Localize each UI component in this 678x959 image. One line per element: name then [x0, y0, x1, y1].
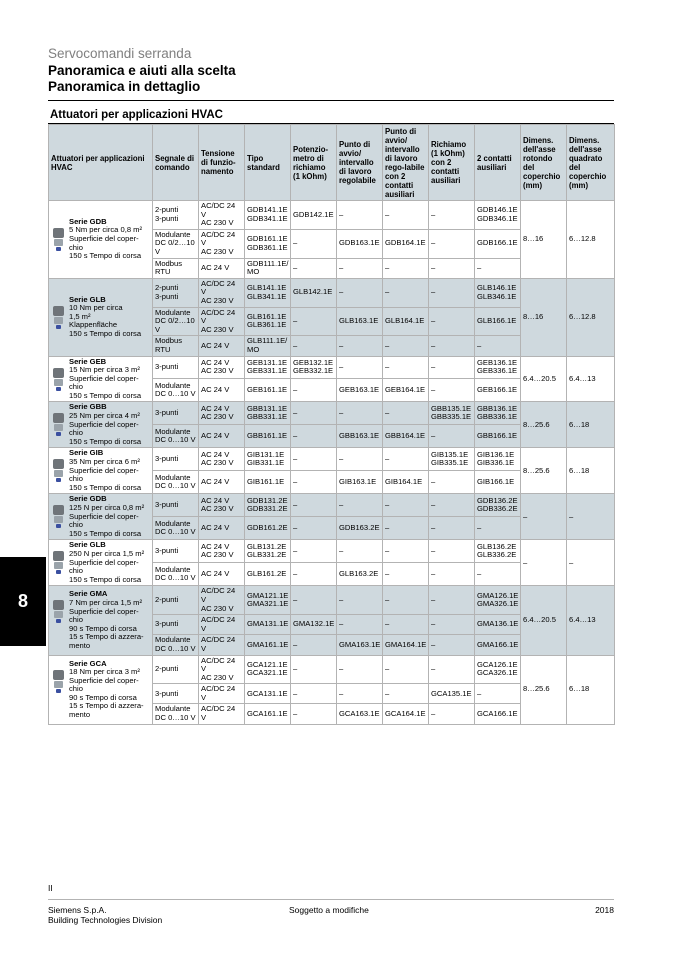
- device-spec-line: Superficie del coper-: [69, 606, 139, 616]
- cell-adj2: GMA164.1E: [383, 635, 429, 655]
- cell-pot: –: [291, 517, 337, 540]
- cell-adj2: –: [383, 586, 429, 615]
- cell-adj: GEB163.1E: [337, 379, 383, 402]
- cell-rich: –: [429, 307, 475, 336]
- cell-voltage: AC 24 V: [199, 471, 245, 494]
- footer-year: 2018: [595, 905, 614, 915]
- cell-aux: GEB166.1E: [475, 379, 521, 402]
- cell-aux: GEB136.1E GEB336.1E: [475, 356, 521, 379]
- cell-adj: GLB163.2E: [337, 563, 383, 586]
- actuator-icon: [51, 541, 66, 574]
- cell-pot: –: [291, 402, 337, 425]
- cell-signal: 3-punti: [153, 540, 199, 563]
- cell-pot: –: [291, 684, 337, 704]
- device-spec-line: Superficie del coper-: [69, 419, 139, 429]
- device-spec-line: 18 Nm per circa 3 m²: [69, 667, 140, 677]
- cell-voltage: AC/DC 24 V AC 230 V: [199, 307, 245, 336]
- column-header: Punto di avvio/ intervallo di lavoro rego-labile con 2 contatti ausiliari: [383, 125, 429, 201]
- cell-voltage: AC 24 V: [199, 517, 245, 540]
- device-spec-line: 25 Nm per circa 4 m²: [69, 411, 140, 421]
- cell-aux: –: [475, 258, 521, 278]
- device-spec-line: chio: [69, 615, 83, 625]
- device-cell: [49, 586, 153, 655]
- cell-voltage: AC 24 V: [199, 563, 245, 586]
- cell-pot: GLB142.1E: [291, 278, 337, 307]
- cell-std: GCA161.1E: [245, 704, 291, 724]
- cell-adj: –: [337, 201, 383, 230]
- cell-round-shaft: –: [521, 494, 567, 540]
- cell-pot: –: [291, 229, 337, 258]
- section-title: Attuatori per applicazioni HVAC: [50, 109, 223, 121]
- cell-aux: –: [475, 517, 521, 540]
- cell-rich: –: [429, 379, 475, 402]
- device-spec-line: chio: [69, 474, 83, 484]
- cell-voltage: AC 24 V: [199, 336, 245, 356]
- cell-signal: Modbus RTU: [153, 336, 199, 356]
- cell-signal: Modulante DC 0…10 V: [153, 425, 199, 448]
- column-header: Tensione di funzio-namento: [199, 125, 245, 201]
- device-spec-line: 7 Nm per circa 1,5 m²: [69, 597, 143, 607]
- cell-signal: 2-punti: [153, 655, 199, 684]
- cell-voltage: AC/DC 24 V AC 230 V: [199, 201, 245, 230]
- device-cell: [49, 356, 153, 402]
- cell-std: GIB161.1E: [245, 471, 291, 494]
- cell-adj: –: [337, 258, 383, 278]
- cell-pot: GEB132.1E GEB332.1E: [291, 356, 337, 379]
- cell-aux: GCA126.1E GCA326.1E: [475, 655, 521, 684]
- cell-square-shaft: 6…18: [567, 448, 615, 494]
- chapter-tab: 8: [0, 557, 46, 646]
- cell-signal: Modulante DC 0/2…10 V: [153, 307, 199, 336]
- cell-aux: GLB136.2E GLB336.2E: [475, 540, 521, 563]
- cell-square-shaft: 6…18: [567, 402, 615, 448]
- device-spec-line: chio: [69, 566, 83, 576]
- cell-voltage: AC/DC 24 V AC 230 V: [199, 586, 245, 615]
- device-cell: [49, 201, 153, 279]
- cell-adj2: –: [383, 258, 429, 278]
- cell-adj: –: [337, 615, 383, 635]
- cell-adj: GDB163.2E: [337, 517, 383, 540]
- device-spec-line: chio: [69, 242, 83, 252]
- footer-page-marker: II: [48, 883, 53, 893]
- cell-rich: –: [429, 258, 475, 278]
- cell-adj: –: [337, 494, 383, 517]
- cell-adj: –: [337, 684, 383, 704]
- cell-round-shaft: 8…25.6: [521, 655, 567, 724]
- cell-adj: GLB163.1E: [337, 307, 383, 336]
- cell-std: GLB131.2E GLB331.2E: [245, 540, 291, 563]
- cell-signal: 2-punti 3-punti: [153, 278, 199, 307]
- cell-square-shaft: 6…18: [567, 655, 615, 724]
- table-row: [49, 448, 615, 471]
- cell-voltage: AC/DC 24 V: [199, 635, 245, 655]
- device-cell: [49, 278, 153, 356]
- column-header: Dimens. dell'asse rotondo del coperchio (mm): [521, 125, 567, 201]
- cell-adj: –: [337, 448, 383, 471]
- column-header: Segnale di comando: [153, 125, 199, 201]
- cell-voltage: AC 24 V: [199, 379, 245, 402]
- device-cell: [49, 448, 153, 494]
- cell-signal: Modbus RTU: [153, 258, 199, 278]
- actuator-icon: [51, 358, 66, 391]
- cell-pot: –: [291, 586, 337, 615]
- device-spec-line: chio: [69, 684, 83, 694]
- cell-rich: –: [429, 517, 475, 540]
- cell-voltage: AC/DC 24 V AC 230 V: [199, 655, 245, 684]
- table-row: [49, 356, 615, 379]
- device-spec-line: chio: [69, 520, 83, 530]
- device-spec-line: 250 N per circa 1,5 m²: [69, 548, 145, 558]
- cell-round-shaft: 8…25.6: [521, 448, 567, 494]
- cell-signal: Modulante DC 0…10 V: [153, 517, 199, 540]
- cell-pot: –: [291, 379, 337, 402]
- cell-signal: 3-punti: [153, 684, 199, 704]
- cell-std: GIB131.1E GIB331.1E: [245, 448, 291, 471]
- cell-adj: –: [337, 336, 383, 356]
- cell-aux: GDB166.1E: [475, 229, 521, 258]
- cell-signal: 3-punti: [153, 448, 199, 471]
- cell-std: GBB161.1E: [245, 425, 291, 448]
- table-row: [49, 540, 615, 563]
- cell-voltage: AC 24 V: [199, 425, 245, 448]
- cell-adj2: –: [383, 684, 429, 704]
- device-spec-line: 150 s Tempo di corsa: [69, 251, 142, 261]
- cell-adj2: GBB164.1E: [383, 425, 429, 448]
- cell-square-shaft: 6…12.8: [567, 278, 615, 356]
- cell-rich: –: [429, 704, 475, 724]
- device-spec-line: 150 s Tempo di corsa: [69, 329, 142, 339]
- cell-aux: GMA136.1E: [475, 615, 521, 635]
- column-header: Tipo standard: [245, 125, 291, 201]
- cell-adj2: –: [383, 448, 429, 471]
- cell-voltage: AC/DC 24 V AC 230 V: [199, 229, 245, 258]
- cell-aux: GMA166.1E: [475, 635, 521, 655]
- cell-signal: Modulante DC 0…10 V: [153, 563, 199, 586]
- cell-adj2: –: [383, 278, 429, 307]
- cell-adj: GCA163.1E: [337, 704, 383, 724]
- cell-square-shaft: 6.4…13: [567, 586, 615, 655]
- cell-adj2: –: [383, 615, 429, 635]
- cell-pot: –: [291, 258, 337, 278]
- actuator-icon: [51, 449, 66, 482]
- header-subtitle: Panoramica in dettaglio: [48, 79, 201, 94]
- cell-rich: –: [429, 336, 475, 356]
- device-spec-line: 150 s Tempo di corsa: [69, 482, 142, 492]
- cell-round-shaft: 8…25.6: [521, 402, 567, 448]
- column-header: Attuatori per applicazioni HVAC: [49, 125, 153, 201]
- cell-adj2: –: [383, 494, 429, 517]
- cell-adj2: –: [383, 201, 429, 230]
- cell-adj2: –: [383, 336, 429, 356]
- device-spec-line: 125 N per circa 0,8 m²: [69, 503, 145, 512]
- cell-voltage: AC 24 V AC 230 V: [199, 540, 245, 563]
- cell-square-shaft: –: [567, 540, 615, 586]
- cell-pot: –: [291, 704, 337, 724]
- actuator-icon: [51, 296, 66, 329]
- cell-aux: GDB136.2E GDB336.2E: [475, 494, 521, 517]
- cell-rich: –: [429, 278, 475, 307]
- cell-rich: –: [429, 563, 475, 586]
- cell-voltage: AC/DC 24 V AC 230 V: [199, 278, 245, 307]
- device-spec-line: 150 s Tempo di corsa: [69, 390, 142, 400]
- cell-pot: GMA132.1E: [291, 615, 337, 635]
- cell-adj2: –: [383, 563, 429, 586]
- cell-adj2: GIB164.1E: [383, 471, 429, 494]
- device-spec-line: 150 s Tempo di corsa: [69, 436, 142, 446]
- device-spec-line: Superficie del coper-: [69, 465, 139, 475]
- device-spec-line: 15 s Tempo di azzera-: [69, 632, 144, 642]
- cell-adj: GMA163.1E: [337, 635, 383, 655]
- cell-pot: –: [291, 540, 337, 563]
- device-spec-line: Superficie del coper-: [69, 675, 139, 685]
- actuator-icon: [51, 660, 66, 693]
- cell-adj2: –: [383, 356, 429, 379]
- cell-pot: –: [291, 336, 337, 356]
- device-spec-line: 90 s Tempo di corsa: [69, 692, 137, 702]
- device-series-name: Serie GEB: [69, 356, 107, 366]
- cell-adj: GIB163.1E: [337, 471, 383, 494]
- cell-rich: –: [429, 229, 475, 258]
- footer-rule: [48, 899, 614, 900]
- cell-adj2: –: [383, 402, 429, 425]
- cell-square-shaft: 6…12.8: [567, 201, 615, 279]
- header-rule: [48, 100, 614, 101]
- cell-voltage: AC 24 V AC 230 V: [199, 402, 245, 425]
- actuator-table: [48, 124, 615, 725]
- device-series-name: Serie GBB: [69, 402, 107, 412]
- device-spec-line: 1,5 m²: [69, 311, 91, 321]
- device-spec-line: Superficie del coper-: [69, 511, 139, 521]
- cell-std: GCA121.1E GCA321.1E: [245, 655, 291, 684]
- device-cell: [49, 494, 153, 540]
- cell-signal: 3-punti: [153, 356, 199, 379]
- cell-rich: GCA135.1E: [429, 684, 475, 704]
- cell-rich: –: [429, 494, 475, 517]
- cell-adj: GBB163.1E: [337, 425, 383, 448]
- cell-std: GLB161.2E: [245, 563, 291, 586]
- footer-company: Siemens S.p.A.: [48, 905, 107, 915]
- column-header: Punto di avvio/ intervallo di lavoro regolabile: [337, 125, 383, 201]
- cell-aux: GIB136.1E GIB336.1E: [475, 448, 521, 471]
- cell-pot: –: [291, 635, 337, 655]
- cell-std: GEB131.1E GEB331.1E: [245, 356, 291, 379]
- cell-std: GDB161.1E GDB361.1E: [245, 229, 291, 258]
- cell-std: GLB141.1E GLB341.1E: [245, 278, 291, 307]
- cell-aux: GBB166.1E: [475, 425, 521, 448]
- device-series-name: Serie GMA: [69, 589, 108, 599]
- device-series-name: Serie GLB: [69, 540, 106, 550]
- cell-adj2: GDB164.1E: [383, 229, 429, 258]
- cell-voltage: AC/DC 24 V: [199, 704, 245, 724]
- cell-rich: –: [429, 425, 475, 448]
- cell-adj2: GCA164.1E: [383, 704, 429, 724]
- footer-division: Building Technologies Division: [48, 915, 163, 925]
- cell-pot: –: [291, 655, 337, 684]
- cell-aux: –: [475, 336, 521, 356]
- cell-adj: –: [337, 655, 383, 684]
- cell-round-shaft: –: [521, 540, 567, 586]
- cell-adj: –: [337, 586, 383, 615]
- device-spec-line: 10 Nm per circa: [69, 303, 123, 313]
- cell-aux: –: [475, 563, 521, 586]
- cell-pot: –: [291, 425, 337, 448]
- cell-signal: 2-punti 3-punti: [153, 201, 199, 230]
- cell-signal: Modulante DC 0…10 V: [153, 471, 199, 494]
- cell-signal: Modulante DC 0…10 V: [153, 379, 199, 402]
- cell-square-shaft: –: [567, 494, 615, 540]
- cell-signal: 2-punti: [153, 586, 199, 615]
- cell-rich: –: [429, 471, 475, 494]
- device-cell: [49, 540, 153, 586]
- cell-std: GMA161.1E: [245, 635, 291, 655]
- actuator-icon: [51, 590, 66, 623]
- cell-aux: –: [475, 684, 521, 704]
- cell-adj2: –: [383, 655, 429, 684]
- cell-voltage: AC 24 V AC 230 V: [199, 448, 245, 471]
- device-spec-line: 15 Nm per circa 3 m²: [69, 365, 140, 375]
- cell-round-shaft: 6.4…20.5: [521, 586, 567, 655]
- device-series-name: Serie GLB: [69, 294, 106, 304]
- cell-std: GDB141.1E GDB341.1E: [245, 201, 291, 230]
- header-title: Panoramica e aiuti alla scelta: [48, 63, 236, 78]
- actuator-icon: [51, 218, 66, 251]
- device-spec-line: chio: [69, 428, 83, 438]
- column-header: Potenzio-metro di richiamo (1 kOhm): [291, 125, 337, 201]
- cell-signal: 3-punti: [153, 494, 199, 517]
- column-header: Richiamo (1 kOhm) con 2 contatti ausiliari: [429, 125, 475, 201]
- cell-rich: GBB135.1E GBB335.1E: [429, 402, 475, 425]
- cell-pot: –: [291, 448, 337, 471]
- cell-square-shaft: 6.4…13: [567, 356, 615, 402]
- device-spec-line: chio: [69, 382, 83, 392]
- device-spec-line: Superficie del coper-: [69, 373, 139, 383]
- cell-adj2: –: [383, 540, 429, 563]
- actuator-icon: [51, 495, 66, 528]
- cell-adj2: GEB164.1E: [383, 379, 429, 402]
- cell-round-shaft: 8…16: [521, 201, 567, 279]
- actuator-icon: [51, 403, 66, 436]
- table-row: [49, 586, 615, 615]
- cell-std: GEB161.1E: [245, 379, 291, 402]
- cell-signal: Modulante DC 0/2…10 V: [153, 229, 199, 258]
- device-cell: [49, 402, 153, 448]
- cell-aux: GLB146.1E GLB346.1E: [475, 278, 521, 307]
- cell-adj2: GLB164.1E: [383, 307, 429, 336]
- cell-rich: –: [429, 635, 475, 655]
- cell-aux: GIB166.1E: [475, 471, 521, 494]
- table-row: [49, 278, 615, 307]
- device-spec-line: 5 Nm per circa 0,8 m²: [69, 225, 143, 235]
- cell-aux: GCA166.1E: [475, 704, 521, 724]
- cell-std: GLB111.1E/ MO: [245, 336, 291, 356]
- cell-pot: –: [291, 471, 337, 494]
- table-row: [49, 201, 615, 230]
- cell-std: GBB131.1E GBB331.1E: [245, 402, 291, 425]
- cell-std: GMA121.1E GMA321.1E: [245, 586, 291, 615]
- cell-voltage: AC 24 V: [199, 258, 245, 278]
- cell-std: GLB161.1E GLB361.1E: [245, 307, 291, 336]
- table-row: [49, 402, 615, 425]
- cell-rich: GIB135.1E GIB335.1E: [429, 448, 475, 471]
- device-series-name: Serie GCA: [69, 658, 107, 668]
- cell-aux: GMA126.1E GMA326.1E: [475, 586, 521, 615]
- cell-adj: –: [337, 402, 383, 425]
- cell-signal: Modulante DC 0…10 V: [153, 704, 199, 724]
- device-spec-line: mento: [69, 640, 91, 650]
- device-spec-line: 35 Nm per circa 6 m²: [69, 457, 140, 467]
- cell-signal: Modulante DC 0…10 V: [153, 635, 199, 655]
- device-spec-line: 15 s Tempo di azzera-: [69, 701, 144, 711]
- table-header-row: [49, 125, 615, 201]
- header-supertitle: Servocomandi serranda: [48, 46, 192, 61]
- cell-pot: –: [291, 563, 337, 586]
- cell-adj: –: [337, 278, 383, 307]
- cell-std: GCA131.1E: [245, 684, 291, 704]
- cell-std: GDB111.1E/ MO: [245, 258, 291, 278]
- cell-voltage: AC 24 V AC 230 V: [199, 356, 245, 379]
- device-series-name: Serie GDB: [69, 494, 107, 504]
- cell-rich: –: [429, 586, 475, 615]
- cell-aux: GDB146.1E GDB346.1E: [475, 201, 521, 230]
- device-spec-line: 150 s Tempo di corsa: [69, 574, 142, 584]
- cell-std: GDB131.2E GDB331.2E: [245, 494, 291, 517]
- cell-signal: 3-punti: [153, 615, 199, 635]
- column-header: Dimens. dell'asse quadrato del coperchio (mm): [567, 125, 615, 201]
- device-spec-line: 90 s Tempo di corsa: [69, 623, 137, 633]
- device-cell: [49, 655, 153, 724]
- cell-std: GDB161.2E: [245, 517, 291, 540]
- cell-aux: GBB136.1E GBB336.1E: [475, 402, 521, 425]
- cell-voltage: AC/DC 24 V: [199, 684, 245, 704]
- table-row: [49, 494, 615, 517]
- cell-signal: 3-punti: [153, 402, 199, 425]
- table-row: [49, 655, 615, 684]
- device-series-name: Serie GIB: [69, 448, 104, 458]
- cell-rich: –: [429, 615, 475, 635]
- cell-rich: –: [429, 201, 475, 230]
- cell-pot: –: [291, 307, 337, 336]
- cell-adj2: –: [383, 517, 429, 540]
- device-spec-line: Superficie del coper-: [69, 234, 139, 244]
- cell-pot: –: [291, 494, 337, 517]
- device-spec-line: 150 s Tempo di corsa: [69, 528, 142, 538]
- cell-adj: GDB163.1E: [337, 229, 383, 258]
- cell-pot: GDB142.1E: [291, 201, 337, 230]
- cell-adj: –: [337, 540, 383, 563]
- device-series-name: Serie GDB: [69, 216, 107, 226]
- cell-aux: GLB166.1E: [475, 307, 521, 336]
- cell-voltage: AC 24 V AC 230 V: [199, 494, 245, 517]
- column-header: 2 contatti ausiliari: [475, 125, 521, 201]
- footer-notice: Soggetto a modifiche: [289, 905, 369, 915]
- cell-std: GMA131.1E: [245, 615, 291, 635]
- device-spec-line: Superficie del coper-: [69, 557, 139, 567]
- cell-round-shaft: 8…16: [521, 278, 567, 356]
- cell-voltage: AC/DC 24 V: [199, 615, 245, 635]
- cell-rich: –: [429, 356, 475, 379]
- device-spec-line: mento: [69, 710, 91, 720]
- cell-round-shaft: 6.4…20.5: [521, 356, 567, 402]
- cell-rich: –: [429, 655, 475, 684]
- device-spec-line: Klappenfläche: [69, 320, 118, 330]
- cell-rich: –: [429, 540, 475, 563]
- cell-adj: –: [337, 356, 383, 379]
